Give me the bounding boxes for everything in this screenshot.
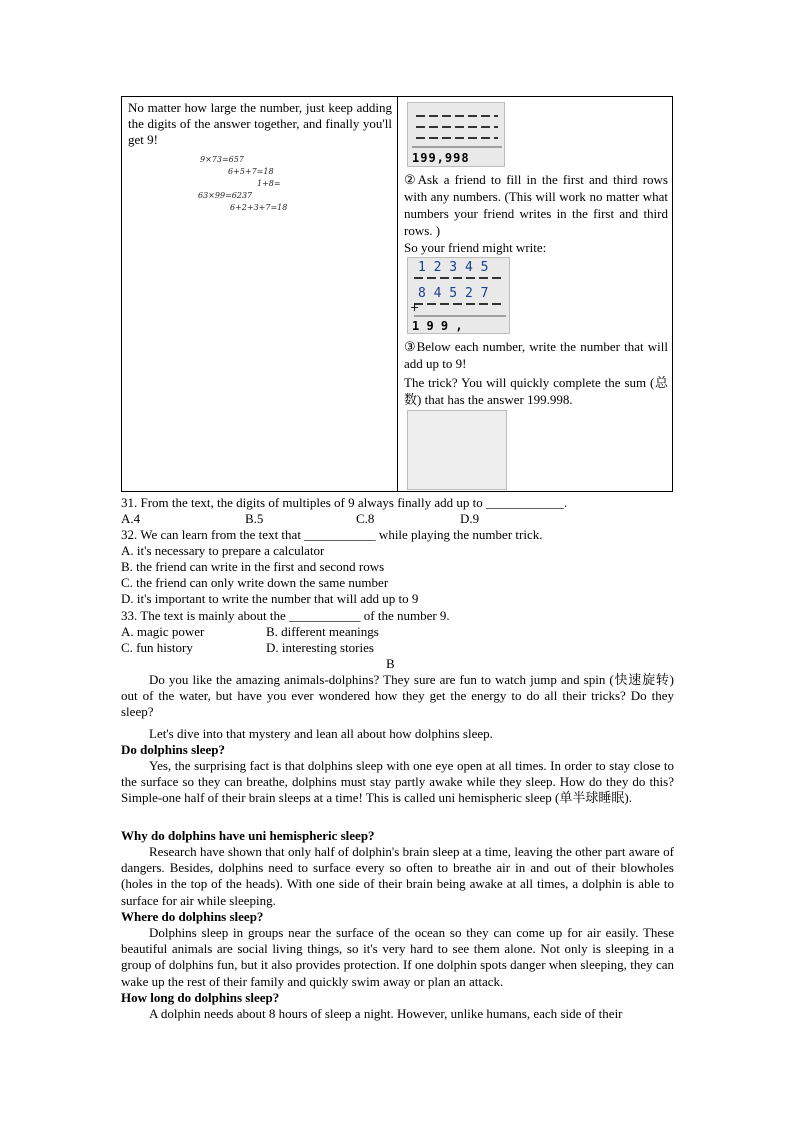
trick-text: The trick? You will quickly complete the sum (总数) that has the answer 199.998. bbox=[404, 375, 668, 407]
q31-option-d: D.9 bbox=[460, 511, 480, 526]
passage-paragraph-6: A dolphin needs about 8 hours of sleep a night. However, unlike humans, each side of their bbox=[149, 1006, 623, 1021]
step-2b-text: So your friend might write: bbox=[404, 240, 547, 255]
question-33: 33. The text is mainly about the ___________ of the number 9. bbox=[121, 608, 450, 623]
calc-line-2: 6+5+7=18 bbox=[228, 167, 274, 176]
q31-option-a: A.4 bbox=[121, 511, 141, 526]
board-photo-3 bbox=[407, 410, 507, 490]
passage-paragraph-5: Dolphins sleep in groups near the surface of the ocean so they can come up for air easily. These beautiful animals are social living things, so it's very hard to see them alone. Not only is sleeping in a group of dolphins fun, but it also provides protection. If one dolphin spots danger when sleeping, they can wake up the rest of their family and quickly swim away or plan an attack. bbox=[121, 925, 674, 989]
board2-row2: 8 4 5 2 7 bbox=[418, 286, 489, 301]
heading-why-uni-hemispheric: Why do dolphins have uni hemispheric sleep? bbox=[121, 828, 375, 843]
board2-answer: 1 9 9 , bbox=[412, 319, 463, 333]
calc-line-4: 63×99=6237 bbox=[198, 191, 253, 200]
board2-row1: 1 2 3 4 5 bbox=[418, 260, 489, 275]
board1-answer: 199,998 bbox=[412, 151, 470, 165]
q33-option-b: B. different meanings bbox=[266, 624, 379, 639]
q32-option-c: C. the friend can only write down the same number bbox=[121, 575, 389, 590]
q32-option-a: A. it's necessary to prepare a calculator bbox=[121, 543, 325, 558]
passage-paragraph-2: Let's dive into that mystery and lean all about how dolphins sleep. bbox=[149, 726, 493, 741]
heading-where-dolphins-sleep: Where do dolphins sleep? bbox=[121, 909, 264, 924]
heading-do-dolphins-sleep: Do dolphins sleep? bbox=[121, 742, 226, 757]
q33-option-c: C. fun history bbox=[121, 640, 193, 655]
step-3-text: ③Below each number, write the number that will add up to 9! bbox=[404, 339, 668, 371]
question-31: 31. From the text, the digits of multiples of 9 always finally add up to ____________. bbox=[121, 495, 568, 510]
passage-paragraph-1: Do you like the amazing animals-dolphins? They sure are fun to watch jump and spin (快速旋转) out of the water, but have you ever wondered how they get the energy to do all their tricks? Do they sleep? bbox=[121, 672, 674, 720]
table-divider bbox=[397, 97, 398, 491]
calc-line-5: 6+2+3+7=18 bbox=[230, 203, 288, 212]
q31-option-b: B.5 bbox=[245, 511, 264, 526]
q33-option-a: A. magic power bbox=[121, 624, 205, 639]
q32-option-b: B. the friend can write in the first and second rows bbox=[121, 559, 385, 574]
passage-label: B bbox=[386, 656, 395, 671]
passage-paragraph-3: Yes, the surprising fact is that dolphins sleep with one eye open at all times. In order to stay close to the surface so they can breathe, dolphins must stay partly awake while they sleep. How do they do this? Simple-one half of their brain sleeps at a time! This is called uni hemispheric sleep (单半球睡眠). bbox=[121, 758, 674, 806]
question-32: 32. We can learn from the text that ___________ while playing the number trick. bbox=[121, 527, 543, 542]
board-photo-1 bbox=[407, 102, 505, 167]
q32-option-d: D. it's important to write the number that will add up to 9 bbox=[121, 591, 419, 606]
q31-option-c: C.8 bbox=[356, 511, 375, 526]
board-photo-2 bbox=[407, 257, 510, 334]
calc-line-3: 1+8= bbox=[257, 179, 281, 188]
heading-how-long-sleep: How long do dolphins sleep? bbox=[121, 990, 280, 1005]
passage-paragraph-4: Research have shown that only half of dolphin's brain sleep at a time, leaving the other part aware of dangers. Besides, dolphins need to surface every so often to breathe air in and out of their blowholes (holes in the top of the heads). With one side of their brain being awake at all times, a dolphin is able to surface for air while sleeping. bbox=[121, 844, 674, 908]
trick-table bbox=[121, 96, 673, 492]
q33-option-d: D. interesting stories bbox=[266, 640, 374, 655]
step-2-text: ②Ask a friend to fill in the first and third rows with any numbers. (This will work no matter what numbers your friend writes in the first and third rows. ) bbox=[404, 172, 668, 238]
left-cell-text: No matter how large the number, just keep adding the digits of the answer together, and finally you'll get 9! bbox=[128, 100, 392, 147]
board2-plus: + bbox=[410, 301, 420, 314]
calc-line-1: 9×73=657 bbox=[200, 155, 244, 164]
